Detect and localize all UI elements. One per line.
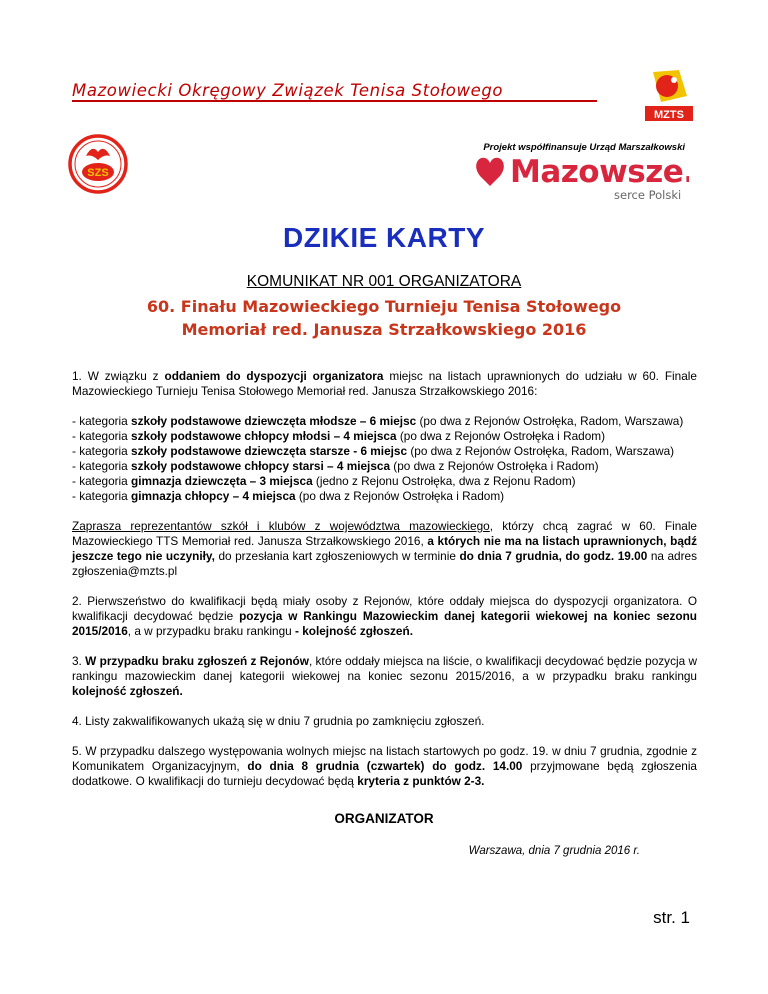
document-body <box>72 369 697 804</box>
signature-organizer: ORGANIZATOR <box>334 811 434 826</box>
category-item: - kategoria gimnazja dziewczęta – 3 miejsca (jedno z Rejonu Ostrołęka, dwa z Rejonu Radom) <box>72 474 576 488</box>
place-date: Warszawa, dnia 7 grudnia 2016 r. <box>468 845 640 857</box>
category-item: - kategoria szkoły podstawowe dziewczęta starsze - 6 miejsc (po dwa z Rejonów Ostrołęka, Radom, Warszawa) <box>72 444 675 458</box>
paragraph-5: 5. W przypadku dalszego występowania wolnych miejsc na listach startowych po godz. 19. w dniu 7 grudnia, zgodnie z Komunikatem Organizacyjnym, do dnia 8 grudnia (czwartek) do godz. 14.00 przyjmowane będą zgłoszenia dodatkowe. O kwalifikacji do turnieju decydować będą kryteria z punktów 2-3. <box>72 744 697 788</box>
mazowsze-tagline: serce Polski <box>614 188 682 202</box>
mzts-logo-text: MZTS <box>654 109 684 121</box>
paragraph-4: 4. Listy zakwalifikowanych ukażą się w dniu 7 grudnia po zamknięciu zgłoszeń. <box>72 714 485 728</box>
event-name-line1: 60. Finału Mazowieckiego Turnieju Tenisa Stołowego <box>146 297 622 316</box>
event-name-line2: Memoriał red. Janusza Strzałkowskiego 2016 <box>181 320 587 339</box>
category-list <box>72 414 697 504</box>
szs-logo <box>68 134 128 194</box>
paragraph-3: 3. W przypadku braku zgłoszeń z Rejonów, które oddały miejsca na liście, o kwalifikacji decydować będzie pozycja w rankingu mazowieckim danej kategorii wiekowej na koniec sezonu 2015/2016, a w przypadku braku rankingu kolejność zgłoszeń. <box>72 654 697 698</box>
mzts-logo <box>643 68 695 124</box>
document-title: DZIKIE KARTY <box>283 222 485 253</box>
organization-underline <box>72 100 597 102</box>
category-item: - kategoria szkoły podstawowe dziewczęta młodsze – 6 miejsc (po dwa z Rejonów Ostrołęka, Radom, Warszawa) <box>72 414 684 428</box>
category-item: - kategoria szkoły podstawowe chłopcy starsi – 4 miejsca (po dwa z Rejonów Ostrołęka i Radom) <box>72 459 599 473</box>
organization-name: Mazowiecki Okręgowy Związek Tenisa Stołowego <box>72 81 504 100</box>
document-subtitle: KOMUNIKAT NR 001 ORGANIZATORA <box>246 273 522 290</box>
paragraph-2: 2. Pierwszeństwo do kwalifikacji będą miały osoby z Rejonów, które oddały miejsca do dyspozycji organizatora. O kwalifikacji decydować będzie pozycja w Rankingu Mazowieckim danej kategorii wiekowej na koniec sezonu 2015/2016, a w przypadku braku rankingu - kolejność zgłoszeń. <box>72 594 697 638</box>
mazowsze-logo-text: Mazowsze. <box>510 154 689 190</box>
szs-logo-text: SZS <box>87 167 109 179</box>
paragraph-1: 1. W związku z oddaniem do dyspozycji organizatora miejsc na listach uprawnionych do udziału w 60. Finale Mazowieckiego Turnieju Tenisa Stołowego Memoriał red. Janusza Strzałkowskiego 2016: <box>72 369 697 398</box>
category-item: - kategoria szkoły podstawowe chłopcy młodsi – 4 miejsca (po dwa z Rejonów Ostrołęka i Radom) <box>72 429 606 443</box>
category-item: - kategoria gimnazja chłopcy – 4 miejsca (po dwa z Rejonów Ostrołęka i Radom) <box>72 489 505 503</box>
invitation-paragraph: Zaprasza reprezentantów szkół i klubów z województwa mazowieckiego, którzy chcą zagrać w 60. Finale Mazowieckiego TTS Memoriał red. Janusza Strzałkowskiego 2016, a których nie ma na listach uprawnionych, bądź jeszcze tego nie uczyniły, do przesłania kart zgłoszeniowych w terminie do dnia 7 grudnia, do godz. 19.00 na adres zgłoszenia@mzts.pl <box>72 519 698 578</box>
cofinance-note: Projekt współfinansuje Urząd Marszałkowski <box>483 142 685 153</box>
page-number: str. 1 <box>653 908 690 927</box>
